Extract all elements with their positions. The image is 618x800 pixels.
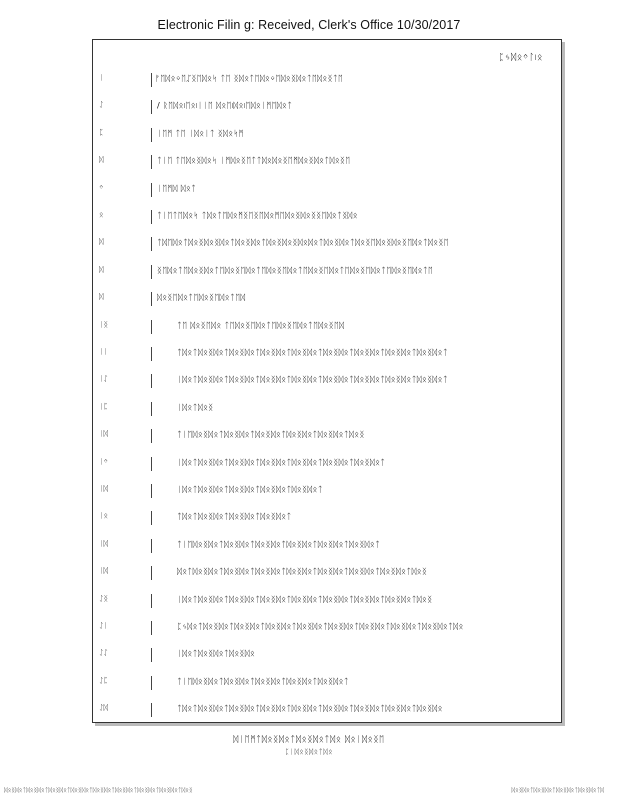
transcript-line	[93, 265, 561, 279]
line-text: ᛁᛞᛟᛏᛞᛟᛝᛞᛟᛏᛞᛟᛝᛞᛟᛏᛞᛟᛝᛞᛟᛏᛞᛟᛝᛞᛟᛏᛞᛟᛝᛞᛟᛏᛞᛟᛝᛞᛟᛏᛞᛟᛝᛞᛟᛏᛞᛟᛝᛞᛟᛏ	[177, 374, 449, 385]
line-number: ᛁ	[99, 73, 104, 82]
margin-rule	[151, 73, 152, 87]
margin-rule	[151, 648, 152, 662]
transcript-line	[93, 703, 561, 717]
line-text: ᛏᛞᛟᛏᛞᛟᛝᛞᛟᛏᛞᛟᛝᛞᛟᛏᛞᛟᛝᛞᛟᛏ	[177, 511, 292, 522]
transcript-line	[93, 374, 561, 388]
line-number: ᛞ	[99, 264, 104, 274]
line-number: ᛜ	[99, 182, 104, 192]
footer-reporter-line: ᛞᛁᛖᛗᛏᛞᛟᛝᛞᛟᛏᛞᛟᛝᛞᛟᛏᛞᛟ ᛞᛟᛁᛞᛟᛝᛖ	[233, 735, 385, 745]
margin-rule	[151, 183, 152, 197]
transcript-line	[93, 237, 561, 251]
line-text: ᛝᛖᛞᛟᛏᛖᛞᛟᛝᛞᛟᛏᛖᛞᛟᛝᛖᛞᛟᛏᛖᛞᛟᛝᛖᛞᛟᛏᛖᛞᛟᛝᛖᛞᛟᛏᛖᛞᛟᛝᛖᛞᛟᛏᛖᛞᛟᛝᛖᛞᛟᛏᛖ	[157, 264, 434, 275]
document-page	[92, 39, 562, 723]
line-text: ᛏᛁᛖ ᛏᛖᛞᛟᛝᛞᛟᛋ ᛁᛗᛞᛟᛝᛖᛏᛏᛞᛟᛞᛟᛝᛖᛗᛞᛟᛝᛞᛟᛏᛞᛟᛝᛖ	[157, 155, 351, 166]
line-text: ᛞᛟᛝᛖᛞᛟᛏᛖᛞᛟᛝᛖᛞᛟᛏᛖᛞ	[157, 292, 246, 303]
bottom-right-note: ᛞᛟᛝᛞᛟᛏᛞᛟᛝᛞᛟᛏᛞᛟᛝᛞᛟᛏᛞᛟᛝᛞᛟᛏᛞ	[511, 787, 604, 794]
line-number: ᛇᛞ	[99, 703, 108, 713]
transcript-line	[93, 511, 561, 525]
transcript-line	[93, 457, 561, 471]
margin-rule	[151, 265, 152, 279]
margin-rule	[151, 237, 152, 251]
line-number: ᛁᛈ	[99, 401, 108, 411]
transcript-line	[93, 566, 561, 580]
line-text: ᛏᛁᛖᛞᛟᛝᛞᛟᛏᛞᛟᛝᛞᛟᛏᛞᛟᛝᛞᛟᛏᛞᛟᛝᛞᛟᛏᛞᛟᛝᛞᛟᛏ	[177, 675, 350, 686]
line-number: ᛟ	[99, 210, 104, 219]
transcript-line	[93, 648, 561, 662]
margin-rule	[151, 128, 152, 142]
line-number: ᛇᛈ	[99, 675, 108, 685]
transcript-line	[93, 429, 561, 443]
margin-rule	[151, 676, 152, 690]
margin-rule	[151, 511, 152, 525]
line-number: ᛁᛜ	[99, 456, 108, 466]
line-text: ᚠᛖᛞᛟᛜᛖᛢᛝᛖᛞᛟᛋ ᛏᛖ ᛝᛞᛟᛏᛖᛞᛟᛜᛖᛞᛟᛝᛞᛟᛏᛖᛞᛟᛝᛏᛖ	[155, 73, 344, 83]
margin-rule	[151, 703, 152, 717]
transcript-line	[93, 210, 561, 224]
transcript-line	[93, 155, 561, 169]
line-number: ᛁᛞ	[99, 566, 108, 576]
margin-rule	[151, 621, 152, 635]
line-text: ᛁᛖᛗ ᛏᛖ ᛁᛞᛟᛁᛏ ᛝᛞᛟᛋᛗ	[157, 127, 244, 138]
line-text: ᛏᛁᛖᛏᛖᛞᛟᛋ ᛏᛞᛟᛏᛖᛞᛟᛗᛝᛖᛝᛖᛞᛟᛗᛖᛞᛟᛝᛞᛟᛝᛝᛖᛞᛟᛏᛝᛞᛟ	[157, 210, 358, 220]
transcript-line	[93, 100, 561, 114]
margin-rule	[151, 539, 152, 553]
margin-rule	[151, 566, 152, 580]
line-text: ᛁᛖᛗᛞ ᛞᛟᛏ	[157, 182, 197, 193]
line-text: ᛏᛁᛖᛞᛟᛝᛞᛟᛏᛞᛟᛝᛞᛟᛏᛞᛟᛝᛞᛟᛏᛞᛟᛝᛞᛟᛏᛞᛟᛝᛞᛟᛏᛞᛟᛝᛞᛟᛏ	[177, 538, 381, 549]
line-text: ᛁᛞᛟᛏᛞᛟᛝ	[177, 401, 214, 412]
line-number: ᛁᛞ	[99, 538, 108, 548]
line-text: ᛏᛁᛖᛞᛟᛝᛞᛟᛏᛞᛟᛝᛞᛟᛏᛞᛟᛝᛞᛟᛏᛞᛟᛝᛞᛟᛏᛞᛟᛝᛞᛟᛏᛞᛟᛝ	[177, 429, 365, 440]
line-text: ᛈᛃᛞᛟᛏᛞᛟᛝᛞᛟᛏᛞᛟᛝᛞᛟᛏᛞᛟᛝᛞᛟᛏᛞᛟᛝᛞᛟᛏᛞᛟᛝᛞᛟᛏᛞᛟᛝᛞᛟᛏᛞᛟᛝᛞᛟᛏᛞᛟᛝᛞᛟᛏᛞᛟ	[177, 621, 464, 631]
margin-rule	[151, 347, 152, 361]
line-text: ᛏᛞᛖᛞᛟᛏᛞᛟᛝᛞᛟᛝᛞᛟᛏᛞᛟᛝᛞᛟᛏᛞᛟᛝᛞᛟᛝᛞᛟᛞᛟᛏᛞᛟᛝᛞᛟᛏᛞᛟᛝᛖᛞᛟᛝᛞᛟᛝᛖᛞᛟᛏᛞᛟᛝᛖ	[157, 237, 449, 248]
transcript-line	[93, 73, 561, 87]
margin-rule	[151, 484, 152, 498]
line-number: ᛞ	[99, 237, 104, 247]
margin-rule	[151, 402, 152, 416]
transcript-line	[93, 539, 561, 553]
transcript-line	[93, 676, 561, 690]
line-text: ᛏᛖ ᛞᛟᛝᛖᛞᛟ ᛏᛖᛞᛟᛝᛖᛞᛟᛏᛖᛞᛟᛝᛖᛞᛟᛏᛖᛞᛟᛝᛖᛞ	[177, 319, 345, 330]
margin-rule	[151, 429, 152, 443]
line-number: ᛇᛁ	[99, 621, 108, 630]
transcript-line	[93, 594, 561, 608]
bottom-left-note: ᛞᛟᛝᛞᛟᛏᛞᛟᛝᛞᛟᛏᛞᛟᛝᛞᛟᛏᛞᛟᛝᛞᛟᛏᛞᛟᛝᛞᛟᛏᛞᛟᛝᛞᛟᛏᛞᛟᛝᛞᛟᛏᛞᛟᛝᛞᛟᛏᛞᛟᛝ	[4, 787, 193, 794]
line-text: ᛏᛞᛟᛏᛞᛟᛝᛞᛟᛏᛞᛟᛝᛞᛟᛏᛞᛟᛝᛞᛟᛏᛞᛟᛝᛞᛟᛏᛞᛟᛝᛞᛟᛏᛞᛟᛝᛞᛟᛏᛞᛟᛝᛞᛟᛏᛞᛟᛝᛞᛟᛏ	[177, 347, 449, 357]
transcript-line	[93, 484, 561, 498]
line-number: ᛇᛇ	[99, 648, 108, 658]
line-text: ᛁᛞᛟᛏᛞᛟᛝᛞᛟᛏᛞᛟᛝᛞᛟᛏᛞᛟᛝᛞᛟᛏᛞᛟᛝᛞᛟᛏᛞᛟᛝᛞᛟᛏᛞᛟᛝᛞᛟᛏ	[177, 456, 386, 467]
line-text: ᛁᛞᛟᛏᛞᛟᛝᛞᛟᛏᛞᛟᛝᛞᛟᛏᛞᛟᛝᛞᛟᛏᛞᛟᛝᛞᛟᛏᛞᛟᛝᛞᛟᛏᛞᛟᛝᛞᛟᛏᛞᛟᛝᛞᛟᛏᛞᛟᛝ	[177, 593, 433, 604]
line-number: ᛞ	[99, 292, 104, 302]
line-number: ᛁᛟ	[99, 511, 108, 521]
line-number: ᛁᛞ	[99, 429, 108, 439]
transcript-line	[93, 183, 561, 197]
line-number: ᛁᛞ	[99, 484, 108, 493]
line-text: ᛁᛞᛟᛏᛞᛟᛝᛞᛟᛏᛞᛟᛝᛞᛟ	[177, 648, 256, 659]
margin-rule	[151, 594, 152, 608]
line-number: ᛁᛁ	[99, 347, 108, 356]
margin-rule	[151, 320, 152, 334]
margin-rule	[151, 292, 152, 306]
footer-phone-line: ᛈᛁᛞᛟᛝᛞᛟᛏᛞᛟ	[285, 748, 333, 756]
transcript-line	[93, 347, 561, 361]
line-text: ᛏᛞᛟᛏᛞᛟᛝᛞᛟᛏᛞᛟᛝᛞᛟᛏᛞᛟᛝᛞᛟᛏᛞᛟᛝᛞᛟᛏᛞᛟᛝᛞᛟᛏᛞᛟᛝᛞᛟᛏᛞᛟᛝᛞᛟᛏᛞᛟᛝᛞᛟ	[177, 703, 443, 714]
transcript-line	[93, 621, 561, 635]
transcript-line	[93, 320, 561, 334]
margin-rule	[151, 210, 152, 224]
transcript-line	[93, 402, 561, 416]
margin-rule	[151, 374, 152, 388]
transcript-line	[93, 292, 561, 306]
line-text: ᛁᛞᛟᛏᛞᛟᛝᛞᛟᛏᛞᛟᛝᛞᛟᛏᛞᛟᛝᛞᛟᛏᛞᛟᛝᛞᛟᛏ	[177, 484, 323, 494]
page-identifier: ᛈᛃᛞᛟᛜᛚ৷ᛟ	[498, 53, 543, 63]
line-number: ᛁᛝ	[99, 319, 108, 329]
line-number: ᛞ	[99, 155, 104, 165]
line-text: / ᚱᛖᛞᛟ৷ᛖᛟ৷ᛁᛁᛖ ᛞᛟᛖ৷ᛞᛟ৷ᛖᛞᛟᛁᛗᛖᛞᛟᛏ	[157, 100, 293, 111]
line-number: ᛇ	[99, 100, 104, 110]
line-number: ᛁᛇ	[99, 374, 108, 384]
margin-rule	[151, 457, 152, 471]
transcript-line	[93, 128, 561, 142]
margin-rule	[151, 155, 152, 169]
line-number: ᛇᛝ	[99, 593, 108, 603]
margin-rule	[151, 100, 152, 114]
filing-header: Electronic Filin g: Received, Clerk's Office 10/30/2017	[157, 18, 461, 32]
line-number: ᛈ	[99, 127, 104, 137]
line-text: ᛞᛟᛏᛞᛟᛝᛞᛟᛏᛞᛟᛝᛞᛟᛏᛞᛟᛝᛞᛟᛏᛞᛟᛝᛞᛟᛏᛞᛟᛝᛞᛟᛏᛞᛟᛝᛞᛟᛏᛞᛟᛝᛞᛟᛏᛞᛟᛝ	[177, 566, 428, 577]
